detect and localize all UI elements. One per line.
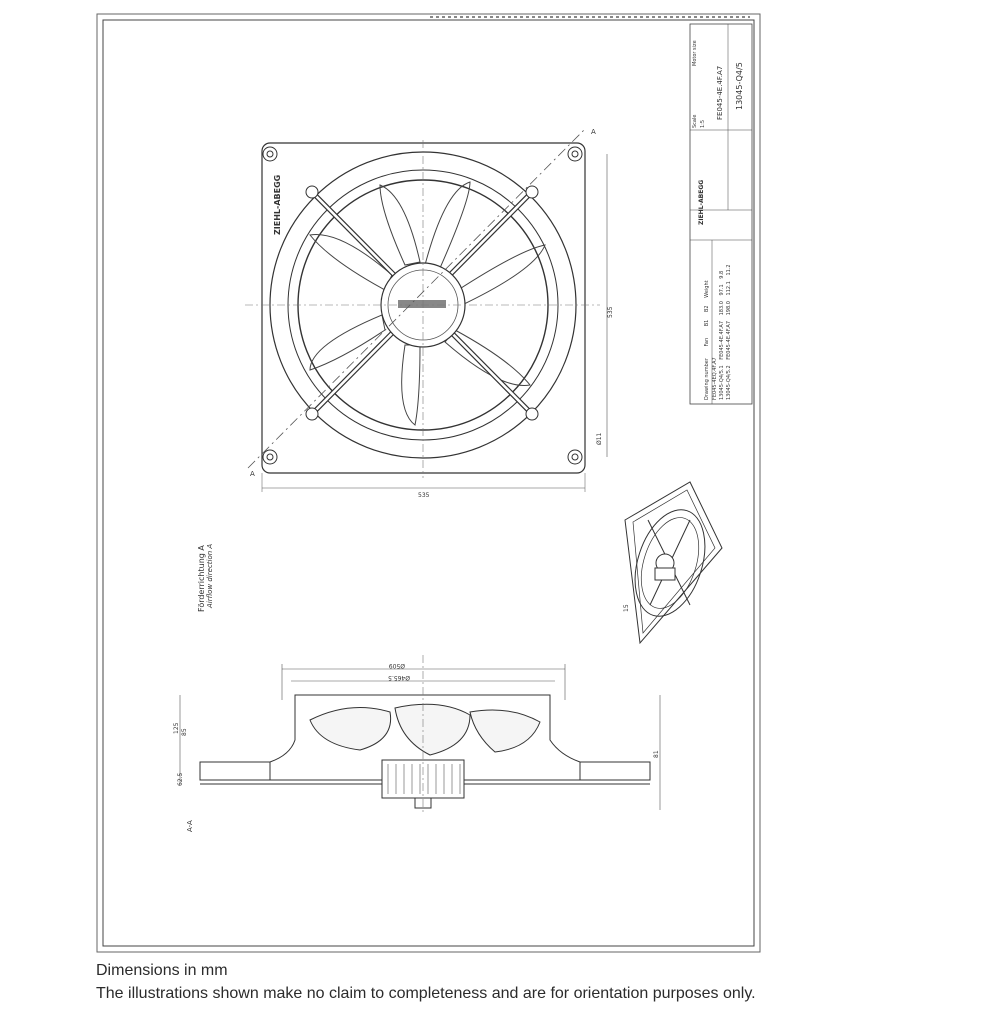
title-scale: 1:5	[700, 119, 706, 128]
variants-header-cell: Fan	[704, 337, 710, 347]
caption-units: Dimensions in mm	[96, 962, 228, 979]
dim-top2-label: Ø465.5	[388, 674, 410, 681]
variant-cell: 9.8	[719, 270, 725, 279]
variants-header-cell: Drawing number	[704, 358, 710, 400]
flange-left	[200, 762, 270, 780]
dim-hole-label: Ø11	[596, 432, 603, 445]
section-mark-top: A	[591, 128, 596, 136]
variant-cell: FE045-4E.4F.A7	[719, 320, 725, 360]
variants-header-cell: B1	[704, 319, 710, 327]
sheet-outer-border	[97, 14, 760, 952]
dim-right-label: 535	[607, 306, 614, 318]
fan-blade	[310, 315, 385, 370]
strut-mount	[306, 186, 318, 198]
fan-blade	[402, 345, 420, 425]
variant-cell: 198.0	[726, 301, 732, 316]
variants-header-cell: B2	[704, 305, 710, 313]
side-view	[173, 655, 660, 832]
side-blade	[470, 710, 540, 752]
corner-hole-inner	[267, 454, 273, 460]
corner-hole-inner	[572, 454, 578, 460]
variant-cell: 13045-Q4/5.1	[719, 365, 725, 400]
iso-view	[623, 482, 722, 643]
variants-header-cell: Weight	[704, 280, 710, 298]
variant-row	[712, 357, 718, 400]
title-motor-size: Motor size	[692, 40, 698, 66]
airflow-label-en: Airflow direction A	[206, 543, 214, 608]
variants-header	[704, 280, 710, 400]
variant-cell: 183.0	[719, 301, 725, 316]
side-blade	[395, 704, 470, 755]
fan-blade	[380, 185, 420, 265]
title-drawing-number: 13045-Q4/5	[735, 62, 744, 110]
variant-row	[726, 264, 732, 400]
corner-hole	[263, 450, 277, 464]
hub-logo-mark	[398, 300, 446, 308]
airflow-label-de: Förderrichtung A	[197, 545, 206, 612]
dim-right-label: 81	[653, 750, 660, 758]
dim-left1-label: 125	[173, 722, 180, 734]
plate-brand-text: ZIEHL-ABEGG	[273, 174, 282, 235]
corner-hole	[568, 147, 582, 161]
dim-left2-label: 85	[181, 728, 188, 736]
strut-mount	[526, 408, 538, 420]
title-company: ZIEHL-ABEGG	[698, 179, 705, 225]
iso-dim-label: 15	[623, 604, 630, 612]
variant-cell: 11.2	[726, 264, 732, 276]
caption-disclaimer: The illustrations shown make no claim to completeness and are for orientation purposes only.	[96, 985, 756, 1002]
dim-top1-label: Ø509	[388, 662, 405, 669]
variant-cell: 112.1	[726, 281, 732, 296]
corner-hole	[568, 450, 582, 464]
strut-mount	[306, 408, 318, 420]
variant-cell: FE045-4EQ.4F.A7	[712, 357, 718, 400]
variant-cell: 13045-Q4/5.2	[726, 365, 732, 400]
variant-cell: FE045-4E.4F.A7	[726, 320, 732, 360]
flange-right	[580, 762, 650, 780]
section-aa-label: A-A	[186, 820, 194, 832]
dim-bottom-label: 535	[418, 492, 430, 499]
side-blade	[310, 708, 391, 751]
variant-cell: 97.1	[719, 284, 725, 296]
corner-hole-inner	[267, 151, 273, 157]
section-mark-bottom: A	[250, 470, 255, 478]
corner-hole	[263, 147, 277, 161]
title-type-ref: FE045-4E.4F.A7	[716, 65, 724, 120]
iso-motor	[655, 568, 675, 580]
title-block	[690, 24, 752, 404]
dim-left3-label: 62.5	[177, 772, 184, 786]
corner-hole-inner	[572, 151, 578, 157]
front-view	[245, 128, 614, 499]
variant-row	[719, 271, 725, 400]
strut-mount	[526, 186, 538, 198]
fan-blade	[425, 182, 470, 268]
title-scale-label: Scale	[692, 114, 698, 128]
